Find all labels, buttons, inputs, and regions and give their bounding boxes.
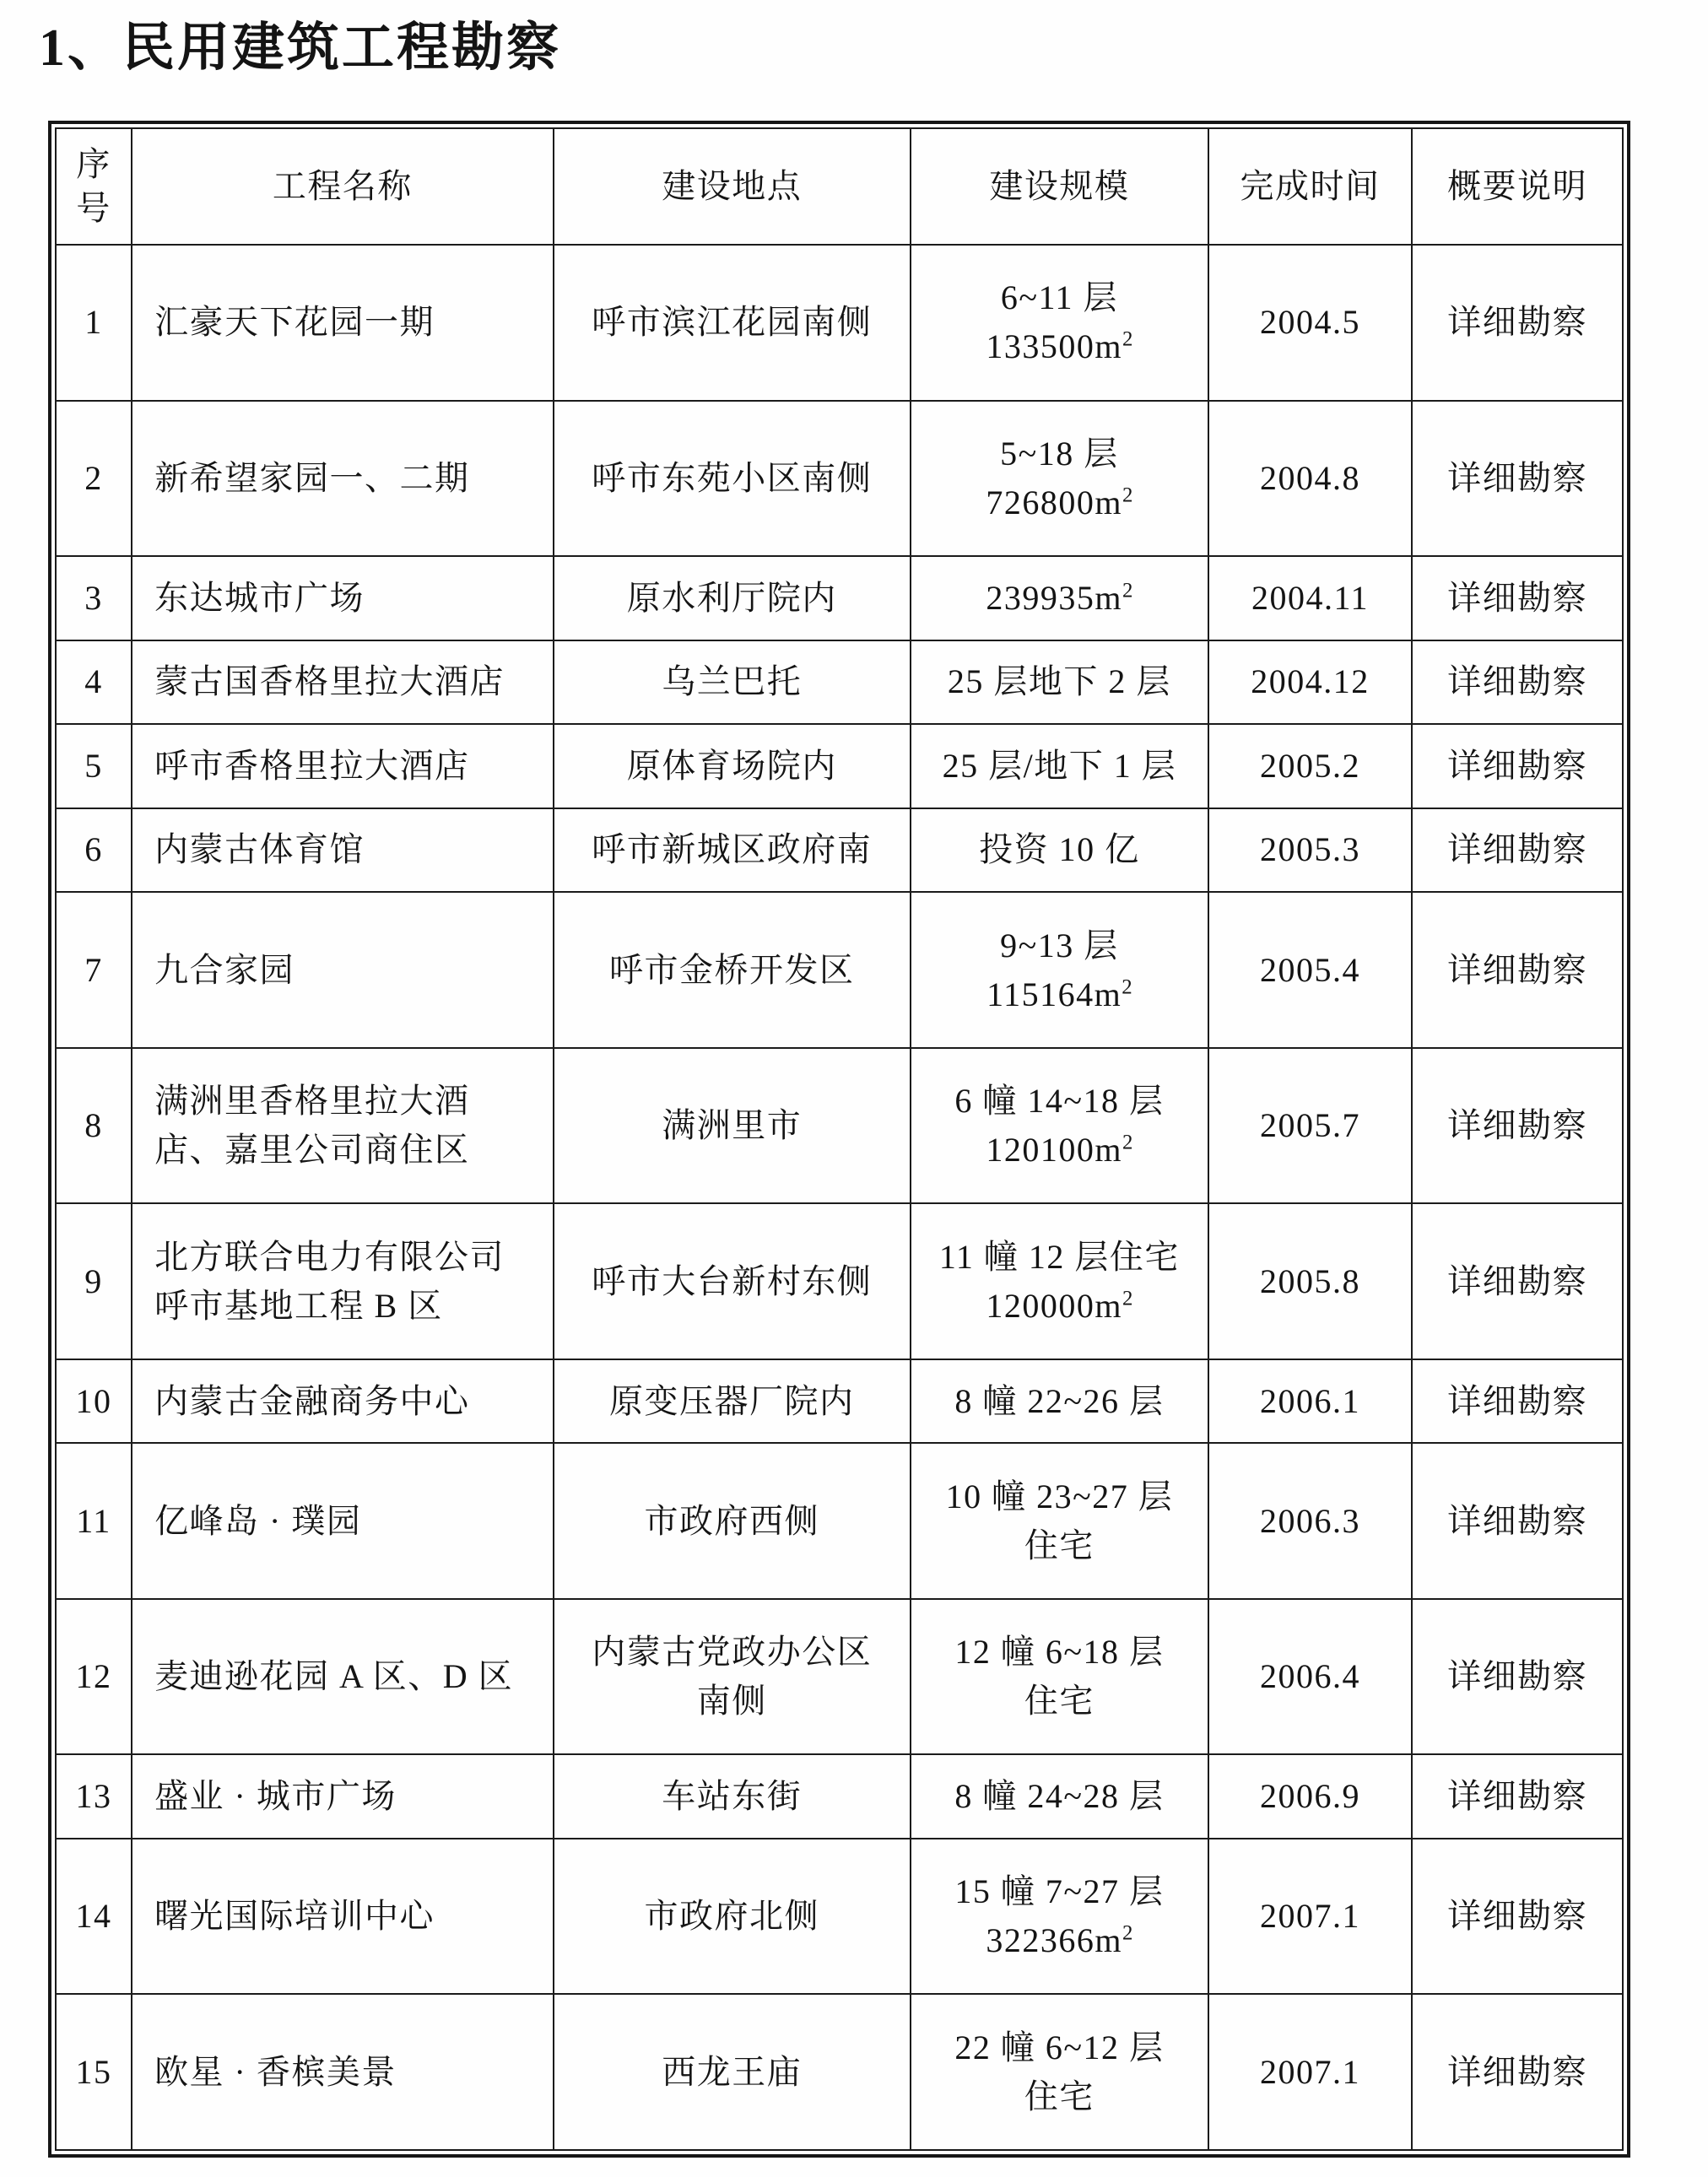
cell-time: 2005.4: [1208, 892, 1412, 1048]
cell-note: 详细勘察: [1412, 401, 1623, 557]
cell-location: 呼市滨江花园南侧: [554, 245, 911, 401]
cell-time: 2004.5: [1208, 245, 1412, 401]
page-title: 1、民用建筑工程勘察: [39, 19, 562, 77]
projects-table-body: [56, 245, 1623, 2150]
table-row: [56, 1443, 1623, 1599]
cell-scale: 6 幢 14~18 层 $120100m^2$: [911, 1048, 1208, 1204]
cell-name: 满洲里香格里拉大酒 店、嘉里公司商住区: [132, 1048, 554, 1204]
cell-name: 九合家园: [132, 892, 554, 1048]
col-header-no: 序 号: [56, 128, 132, 245]
cell-no: 9: [56, 1203, 132, 1359]
table-row: [56, 245, 1623, 401]
cell-no: 14: [56, 1839, 132, 1995]
col-header-name: 工程名称: [132, 128, 554, 245]
cell-scale: 9~13 层 $115164m^2$: [911, 892, 1208, 1048]
table-row: [56, 1994, 1623, 2150]
table-row: [56, 724, 1623, 808]
table-row: [56, 1839, 1623, 1995]
cell-location: 呼市东苑小区南侧: [554, 401, 911, 557]
table-row: [56, 808, 1623, 893]
cell-note: 详细勘察: [1412, 556, 1623, 640]
cell-name: 新希望家园一、二期: [132, 401, 554, 557]
cell-name: 亿峰岛 · 璞园: [132, 1443, 554, 1599]
cell-location: 内蒙古党政办公区 南侧: [554, 1599, 911, 1755]
cell-note: 详细勘察: [1412, 1754, 1623, 1839]
header-row: [56, 128, 1623, 245]
cell-note: 详细勘察: [1412, 892, 1623, 1048]
col-header-time: 完成时间: [1208, 128, 1412, 245]
cell-name: 东达城市广场: [132, 556, 554, 640]
cell-no: 5: [56, 724, 132, 808]
cell-scale: 8 幢 24~28 层: [911, 1754, 1208, 1839]
cell-no: 2: [56, 401, 132, 557]
projects-table: [55, 127, 1624, 2151]
cell-location: 乌兰巴托: [554, 640, 911, 725]
cell-scale: 15 幢 7~27 层 $322366m^2$: [911, 1839, 1208, 1995]
cell-no: 3: [56, 556, 132, 640]
cell-scale: 10 幢 23~27 层 住宅: [911, 1443, 1208, 1599]
cell-location: 呼市新城区政府南: [554, 808, 911, 893]
cell-time: 2006.1: [1208, 1359, 1412, 1444]
cell-location: 市政府北侧: [554, 1839, 911, 1995]
col-header-location: 建设地点: [554, 128, 911, 245]
cell-note: 详细勘察: [1412, 1994, 1623, 2150]
cell-no: 7: [56, 892, 132, 1048]
cell-location: 呼市金桥开发区: [554, 892, 911, 1048]
cell-location: 西龙王庙: [554, 1994, 911, 2150]
cell-no: 13: [56, 1754, 132, 1839]
cell-note: 详细勘察: [1412, 1203, 1623, 1359]
cell-scale: $239935m^2$: [911, 556, 1208, 640]
cell-time: 2006.9: [1208, 1754, 1412, 1839]
table-row: [56, 1048, 1623, 1204]
cell-scale: 11 幢 12 层住宅 $120000m^2$: [911, 1203, 1208, 1359]
cell-note: 详细勘察: [1412, 640, 1623, 725]
cell-time: 2004.12: [1208, 640, 1412, 725]
projects-table-border: [48, 121, 1630, 2158]
cell-scale: 投资 10 亿: [911, 808, 1208, 893]
table-row: [56, 1203, 1623, 1359]
cell-scale: 22 幢 6~12 层 住宅: [911, 1994, 1208, 2150]
cell-note: 详细勘察: [1412, 1443, 1623, 1599]
cell-location: 呼市大台新村东侧: [554, 1203, 911, 1359]
cell-no: 10: [56, 1359, 132, 1444]
table-row: [56, 1599, 1623, 1755]
table-row: [56, 1359, 1623, 1444]
cell-time: 2005.3: [1208, 808, 1412, 893]
cell-no: 12: [56, 1599, 132, 1755]
cell-note: 详细勘察: [1412, 1839, 1623, 1995]
col-header-note: 概要说明: [1412, 128, 1623, 245]
cell-name: 麦迪逊花园 A 区、D 区: [132, 1599, 554, 1755]
table-row: [56, 556, 1623, 640]
cell-no: 1: [56, 245, 132, 401]
cell-scale: 6~11 层 $133500m^2$: [911, 245, 1208, 401]
cell-name: 内蒙古金融商务中心: [132, 1359, 554, 1444]
cell-no: 15: [56, 1994, 132, 2150]
cell-note: 详细勘察: [1412, 1599, 1623, 1755]
cell-no: 4: [56, 640, 132, 725]
cell-name: 北方联合电力有限公司 呼市基地工程 B 区: [132, 1203, 554, 1359]
cell-note: 详细勘察: [1412, 808, 1623, 893]
cell-time: 2004.11: [1208, 556, 1412, 640]
cell-location: 原体育场院内: [554, 724, 911, 808]
cell-location: 原变压器厂院内: [554, 1359, 911, 1444]
cell-time: 2005.7: [1208, 1048, 1412, 1204]
table-row: [56, 1754, 1623, 1839]
cell-name: 盛业 · 城市广场: [132, 1754, 554, 1839]
cell-time: 2004.8: [1208, 401, 1412, 557]
cell-name: 呼市香格里拉大酒店: [132, 724, 554, 808]
cell-location: 市政府西侧: [554, 1443, 911, 1599]
cell-time: 2006.3: [1208, 1443, 1412, 1599]
cell-scale: 25 层/地下 1 层: [911, 724, 1208, 808]
cell-scale: 5~18 层 $726800m^2$: [911, 401, 1208, 557]
table-row: [56, 892, 1623, 1048]
cell-note: 详细勘察: [1412, 724, 1623, 808]
cell-scale: 8 幢 22~26 层: [911, 1359, 1208, 1444]
cell-scale: 12 幢 6~18 层 住宅: [911, 1599, 1208, 1755]
cell-note: 详细勘察: [1412, 245, 1623, 401]
col-header-scale: 建设规模: [911, 128, 1208, 245]
cell-no: 6: [56, 808, 132, 893]
cell-location: 车站东街: [554, 1754, 911, 1839]
table-row: [56, 401, 1623, 557]
cell-time: 2005.8: [1208, 1203, 1412, 1359]
cell-no: 11: [56, 1443, 132, 1599]
cell-name: 曙光国际培训中心: [132, 1839, 554, 1995]
cell-name: 内蒙古体育馆: [132, 808, 554, 893]
cell-time: 2007.1: [1208, 1839, 1412, 1995]
cell-name: 欧星 · 香槟美景: [132, 1994, 554, 2150]
cell-name: 蒙古国香格里拉大酒店: [132, 640, 554, 725]
table-row: [56, 640, 1623, 725]
cell-name: 汇豪天下花园一期: [132, 245, 554, 401]
cell-no: 8: [56, 1048, 132, 1204]
cell-location: 满洲里市: [554, 1048, 911, 1204]
cell-scale: 25 层地下 2 层: [911, 640, 1208, 725]
cell-time: 2005.2: [1208, 724, 1412, 808]
cell-location: 原水利厅院内: [554, 556, 911, 640]
cell-note: 详细勘察: [1412, 1048, 1623, 1204]
cell-time: 2007.1: [1208, 1994, 1412, 2150]
table-header: [56, 128, 1623, 245]
cell-time: 2006.4: [1208, 1599, 1412, 1755]
cell-note: 详细勘察: [1412, 1359, 1623, 1444]
